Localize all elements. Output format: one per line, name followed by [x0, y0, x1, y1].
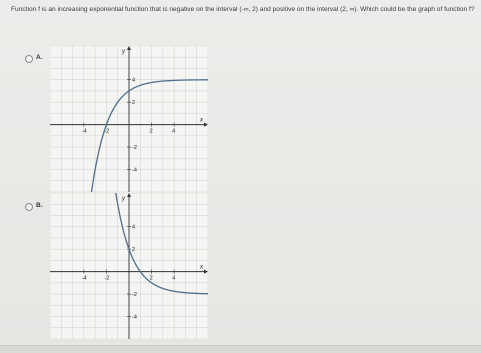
option-a-radio[interactable]: [25, 55, 33, 63]
option-a-graph: [50, 46, 208, 192]
x-axis-label: x: [200, 117, 203, 124]
option-b-graph: [50, 193, 208, 339]
x-tick-label: 4: [172, 275, 176, 282]
y-tick-label: 2: [132, 100, 136, 107]
y-tick-label: -4: [132, 167, 137, 174]
y-tick-label: -2: [132, 145, 137, 152]
option-b-radio[interactable]: [25, 203, 33, 211]
x-tick-label: -2: [104, 128, 110, 135]
y-axis-label: y: [122, 49, 125, 55]
x-tick-label: 4: [172, 128, 176, 135]
option-b-graph-svg: [50, 193, 208, 339]
question-text: Function f is an increasing exponential function that is negative on the interval (-∞, 2) and positive on the interval (2, ∞). Which could be the graph of function f?: [11, 6, 475, 13]
x-tick-label: -4: [81, 128, 87, 135]
y-tick-label: 4: [132, 77, 136, 84]
y-tick-label: -4: [132, 314, 137, 321]
y-tick-label: 4: [132, 224, 136, 231]
option-b-label: B.: [36, 202, 43, 209]
x-tick-label: -4: [81, 275, 87, 282]
option-a-label: A.: [36, 54, 43, 61]
y-tick-label: 2: [132, 247, 136, 254]
y-axis-label: y: [122, 196, 125, 202]
x-axis-label: x: [200, 264, 203, 271]
option-a-graph-svg: [50, 46, 208, 192]
x-tick-label: 2: [149, 128, 153, 135]
x-tick-label: -2: [104, 275, 110, 282]
y-tick-label: -2: [132, 292, 137, 299]
x-tick-label: 2: [149, 275, 153, 282]
